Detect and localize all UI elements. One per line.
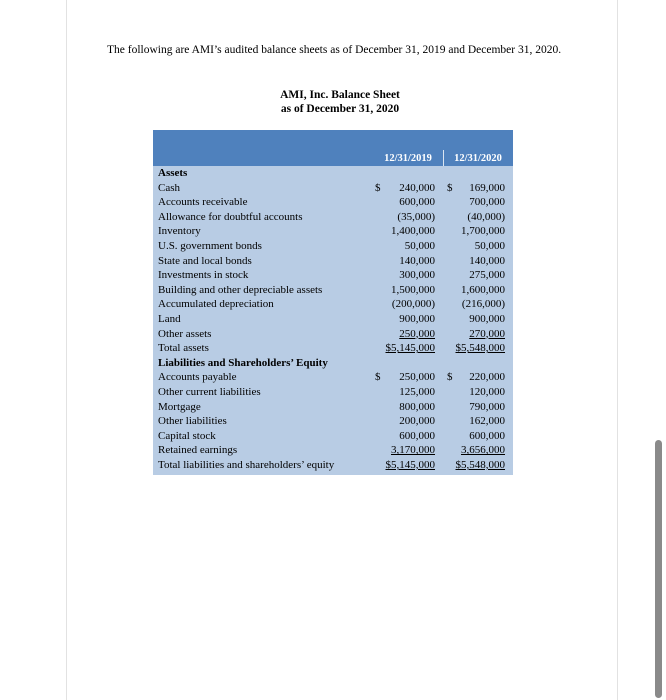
- table-row: [153, 224, 513, 239]
- row-label: Total assets: [158, 342, 209, 355]
- table-row: [153, 400, 513, 415]
- amount: 900,000: [399, 313, 435, 325]
- balance-sheet-title: [235, 88, 445, 116]
- amount: 1,400,000: [391, 225, 435, 238]
- table-row: [153, 356, 513, 371]
- amount: (40,000): [467, 210, 505, 223]
- currency-symbol: $: [447, 181, 453, 194]
- column-divider: [443, 150, 444, 166]
- row-label: Accounts receivable: [158, 196, 248, 209]
- amount: 275,000: [469, 269, 505, 282]
- amount: (200,000): [391, 298, 435, 311]
- table-row: [153, 443, 513, 458]
- amount: $5,145,000: [385, 342, 435, 355]
- row-label: Other current liabilities: [158, 386, 261, 398]
- row-label: Land: [158, 313, 181, 325]
- row-label: Investments in stock: [158, 269, 249, 282]
- currency-symbol: $: [447, 371, 453, 384]
- row-label: Cash: [158, 181, 180, 194]
- table-row: [153, 414, 513, 429]
- amount: 200,000: [399, 415, 435, 428]
- amount: 790,000: [469, 400, 505, 413]
- table-row: [153, 429, 513, 444]
- table-row: [153, 210, 513, 225]
- amount: 220,000: [469, 371, 505, 384]
- amount: 140,000: [469, 254, 505, 267]
- amount: 800,000: [399, 400, 435, 413]
- amount: 50,000: [404, 240, 435, 252]
- row-label: Accumulated depreciation: [158, 298, 274, 311]
- table-header: [153, 130, 513, 166]
- table-row: [153, 268, 513, 283]
- table-row: [153, 166, 513, 181]
- currency-symbol: $: [375, 371, 381, 384]
- row-label: Assets: [158, 167, 188, 179]
- amount: 169,000: [469, 181, 505, 194]
- table-row: [153, 312, 513, 327]
- amount: 240,000: [399, 181, 435, 194]
- table-row: [153, 181, 513, 196]
- row-label: U.S. government bonds: [158, 240, 262, 252]
- row-label: Accounts payable: [158, 371, 237, 384]
- table-row: [153, 254, 513, 269]
- row-label: Other assets: [158, 327, 212, 340]
- column-header-2020: 12/31/2020: [454, 153, 502, 164]
- title-line-2: as of December 31, 2020: [280, 103, 400, 115]
- table-row: [153, 341, 513, 356]
- amount: 3,656,000: [461, 444, 505, 457]
- balance-sheet-table: [153, 130, 513, 475]
- amount: 162,000: [469, 415, 505, 428]
- table-row: [153, 385, 513, 400]
- vertical-scrollbar[interactable]: [655, 440, 662, 698]
- amount: 140,000: [399, 254, 435, 267]
- amount: 120,000: [469, 386, 505, 398]
- row-label: Retained earnings: [158, 444, 238, 457]
- table-row: [153, 239, 513, 254]
- title-line-1: AMI, Inc. Balance Sheet: [280, 89, 400, 101]
- table-row: [153, 458, 513, 473]
- table-row: [153, 283, 513, 298]
- row-label: State and local bonds: [158, 254, 252, 267]
- row-label: Liabilities and Shareholders’ Equity: [158, 356, 328, 369]
- row-label: Capital stock: [158, 429, 216, 442]
- row-label: Building and other depreciable assets: [158, 283, 323, 296]
- row-label: Mortgage: [158, 400, 201, 413]
- row-label: Other liabilities: [158, 415, 227, 428]
- amount: 700,000: [469, 196, 505, 209]
- currency-symbol: $: [375, 181, 381, 194]
- amount: 600,000: [399, 429, 435, 442]
- table-row: [153, 195, 513, 210]
- row-label: Inventory: [158, 225, 201, 238]
- amount: 50,000: [474, 240, 505, 252]
- amount: (35,000): [397, 210, 435, 223]
- amount: 600,000: [399, 196, 435, 209]
- amount: 1,600,000: [461, 283, 505, 296]
- intro-paragraph: The following are AMI’s audited balance sheets as of December 31, 2019 and December 31, 2020.: [107, 44, 562, 56]
- amount: (216,000): [461, 298, 505, 311]
- table-row: [153, 297, 513, 312]
- amount: $5,145,000: [385, 459, 435, 471]
- amount: $5,548,000: [455, 459, 505, 471]
- row-label: Total liabilities and shareholders’ equity: [158, 459, 335, 471]
- amount: 1,700,000: [461, 225, 505, 238]
- row-label: Allowance for doubtful accounts: [158, 210, 303, 223]
- amount: 900,000: [469, 313, 505, 325]
- amount: 3,170,000: [391, 444, 435, 457]
- table-row: [153, 370, 513, 385]
- amount: 1,500,000: [391, 283, 435, 296]
- amount: 300,000: [399, 269, 435, 282]
- amount: 600,000: [469, 429, 505, 442]
- table-row: [153, 327, 513, 342]
- amount: 125,000: [399, 386, 435, 398]
- amount: $5,548,000: [455, 342, 505, 355]
- amount: 250,000: [399, 327, 435, 340]
- amount: 250,000: [399, 371, 435, 384]
- amount: 270,000: [469, 327, 505, 340]
- column-header-2019: 12/31/2019: [384, 153, 432, 164]
